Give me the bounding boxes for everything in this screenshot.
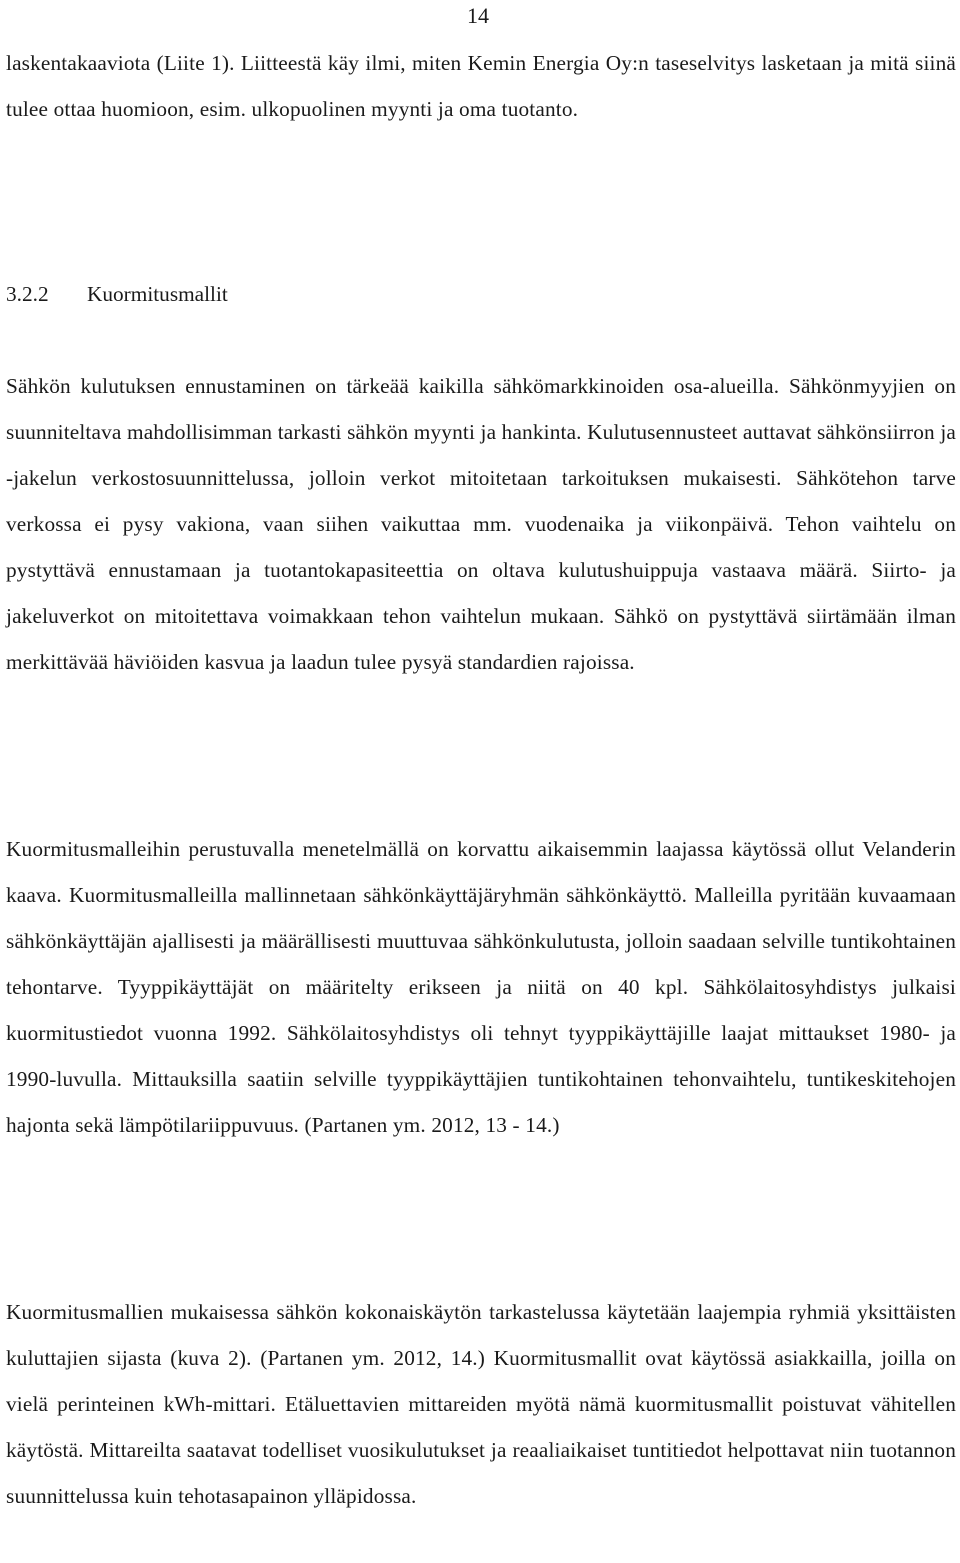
intro-paragraph: laskentakaaviota (Liite 1). Liitteestä käy ilmi, miten Kemin Energia Oy:n taseselvitys lasketaan ja mitä siinä tulee ottaa huomioon, esim. ulkopuolinen myynti ja oma tuotanto. xyxy=(6,51,956,121)
page-number: 14 xyxy=(467,3,489,28)
paragraph-2: Kuormitusmalleihin perustuvalla menetelmällä on korvattu aikaisemmin laajassa käytössä ollut Velanderin kaava. Kuormitusmalleilla mallinnetaan sähkönkäyttäjäryhmän sähkönkäyttö. Malleilla pyritään kuvaamaan sähkönkäyttäjän ajallisesti ja määrällisesti muuttuvaa sähkönkulutusta, jolloin saadaan selville tuntikohtainen tehontarve. Tyyppikäyttäjät on määritelty erikseen ja niitä on 40 kpl. Sähkölaitosyhdistys julkaisi kuormitustiedot vuonna 1992. Sähkölaitosyhdistys oli tehnyt tyyppikäyttäjille laajat mittaukset 1980- ja 1990-luvulla. Mittauksilla saatiin selville tyyppikäyttäjien tuntikohtainen tehonvaihtelu, tuntikeskitehojen hajonta sekä lämpötilariippuvuus. (Partanen ym. 2012, 13 - 14.) xyxy=(6,837,956,1137)
paragraph-1: Sähkön kulutuksen ennustaminen on tärkeää kaikilla sähkömarkkinoiden osa-alueilla. Sähkönmyyjien on suunniteltava mahdollisimman tarkasti sähkön myynti ja hankinta. Kulutusennusteet auttavat sähkönsiirron ja -jakelun verkostosuunnittelussa, jolloin verkot mitoitetaan tarkoituksen mukaisesti. Sähkötehon tarve verkossa ei pysy vakiona, vaan siihen vaikuttaa mm. vuodenaika ja viikonpäivä. Tehon vaihtelu on pystyttävä ennustamaan ja tuotantokapasiteettia on oltava kulutushuippuja vastaava määrä. Siirto- ja jakeluverkot on mitoitettava voimakkaan tehon vaihtelun mukaan. Sähkö on pystyttävä siirtämään ilman merkittävää häviöiden kasvua ja laadun tulee pysyä standardien rajoissa. xyxy=(6,374,956,674)
paragraph-3: Kuormitusmallien mukaisessa sähkön kokonaiskäytön tarkastelussa käytetään laajempia ryhmiä yksittäisten kuluttajien sijasta (kuva 2). (Partanen ym. 2012, 14.) Kuormitusmallit ovat käytössä asiakkailla, joilla on vielä perinteinen kWh-mittari. Etäluettavien mittareiden myötä nämä kuormitusmallit poistuvat vähitellen käytöstä. Mittareilta saatavat todelliset vuosikulutukset ja reaaliaikaiset tuntitiedot helpottavat niin tuotannon suunnittelussa kuin tehotasapainon ylläpidossa. xyxy=(6,1300,956,1508)
section-title: Kuormitusmallit xyxy=(87,282,228,306)
document-page xyxy=(6,0,956,1563)
section-heading xyxy=(6,271,228,317)
section-number: 3.2.2 xyxy=(6,282,49,306)
